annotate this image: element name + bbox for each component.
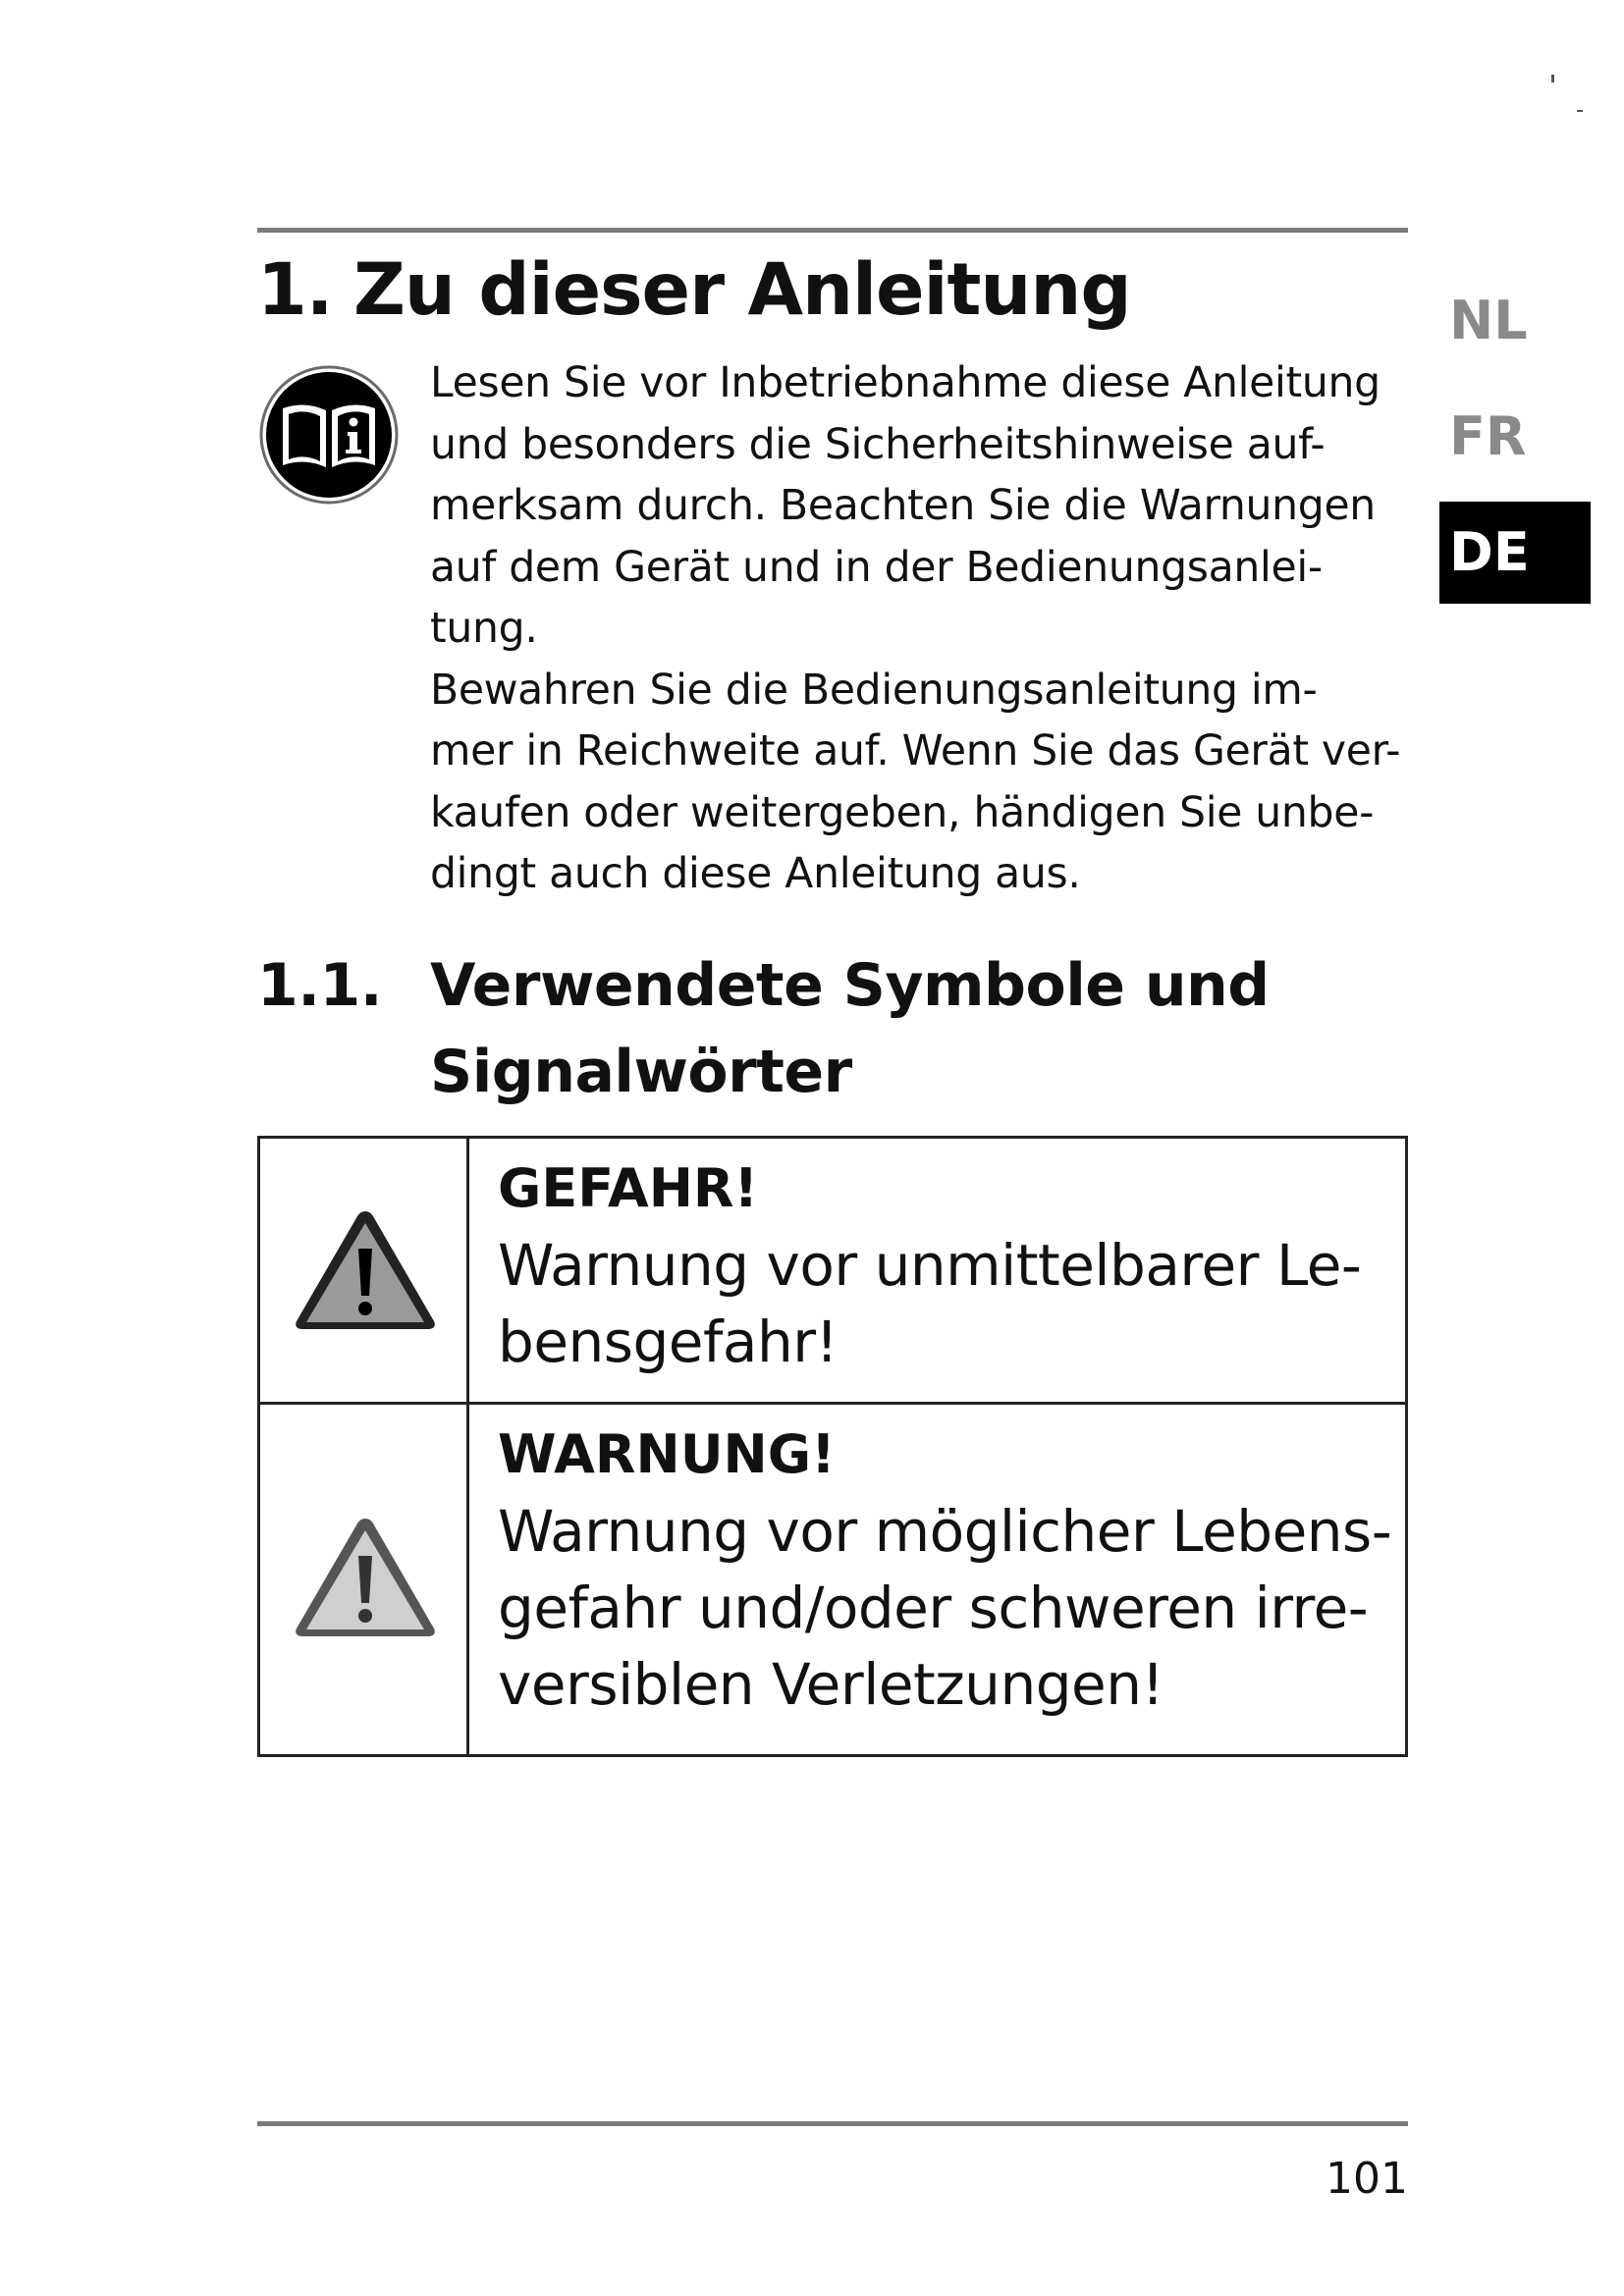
signal-icon-cell	[260, 1405, 469, 1754]
intro-line: Lesen Sie vor Inbetriebnahme diese Anleitung	[430, 359, 1380, 407]
signal-description-line: bensgefahr!	[498, 1308, 839, 1375]
section-heading	[257, 243, 1337, 338]
subsection-heading	[257, 942, 1337, 1115]
signal-word-danger: GEFAHR!	[498, 1157, 759, 1219]
intro-line: mer in Reichweite auf. Wenn Sie das Gerät ver-	[430, 727, 1401, 775]
section-number: 1.	[257, 248, 333, 332]
signal-words-table	[257, 1136, 1408, 1757]
signal-description	[498, 1493, 1392, 1723]
language-tabs	[1439, 270, 1591, 617]
language-tab-de[interactable]: DE	[1439, 502, 1591, 604]
intro-line: kaufen oder weitergeben, händigen Sie unbe-	[430, 788, 1375, 837]
signal-text	[498, 1416, 1392, 1723]
subsection-title-line1: Verwendete Symbole und	[430, 951, 1270, 1020]
subsection-title-line2: Signalwörter	[430, 1038, 852, 1106]
language-tab-nl[interactable]: NL	[1449, 290, 1528, 351]
signal-word-warning: WARNUNG!	[498, 1423, 836, 1485]
subsection-number: 1.1.	[257, 951, 383, 1020]
signal-description-line: Warnung vor unmittelbarer Le-	[498, 1232, 1362, 1299]
signal-description-line: gefahr und/oder schweren irre-	[498, 1575, 1369, 1641]
read-manual-info-icon	[259, 365, 399, 505]
danger-triangle-icon	[294, 1207, 437, 1333]
intro-line: auf dem Gerät und in der Bedienungsanlei-	[430, 543, 1323, 592]
warning-triangle-icon	[294, 1515, 437, 1640]
page-number: 101	[1326, 2154, 1408, 2204]
intro-line: Bewahren Sie die Bedienungsanleitung im-	[430, 666, 1318, 715]
signal-icon-cell	[260, 1139, 469, 1402]
intro-line: merksam durch. Beachten Sie die Warnungen	[430, 482, 1376, 530]
intro-line: dingt auch diese Anleitung aus.	[430, 850, 1081, 898]
intro-line: und besonders die Sicherheitshinweise auf-	[430, 420, 1326, 469]
signal-row-warning	[260, 1405, 1405, 1754]
signal-description	[498, 1227, 1381, 1380]
signal-text	[498, 1150, 1381, 1380]
signal-description-line: versiblen Verletzungen!	[498, 1651, 1164, 1718]
intro-text	[430, 353, 1412, 906]
bottom-rule	[257, 2121, 1408, 2126]
signal-row-danger	[260, 1139, 1405, 1405]
intro-line: tung.	[430, 605, 538, 653]
section-title: Zu dieser Anleitung	[353, 248, 1131, 332]
scan-marks	[1542, 71, 1591, 130]
signal-description-line: Warnung vor möglicher Lebens-	[498, 1498, 1392, 1565]
language-tab-fr[interactable]: FR	[1449, 405, 1527, 467]
top-rule	[257, 228, 1408, 233]
